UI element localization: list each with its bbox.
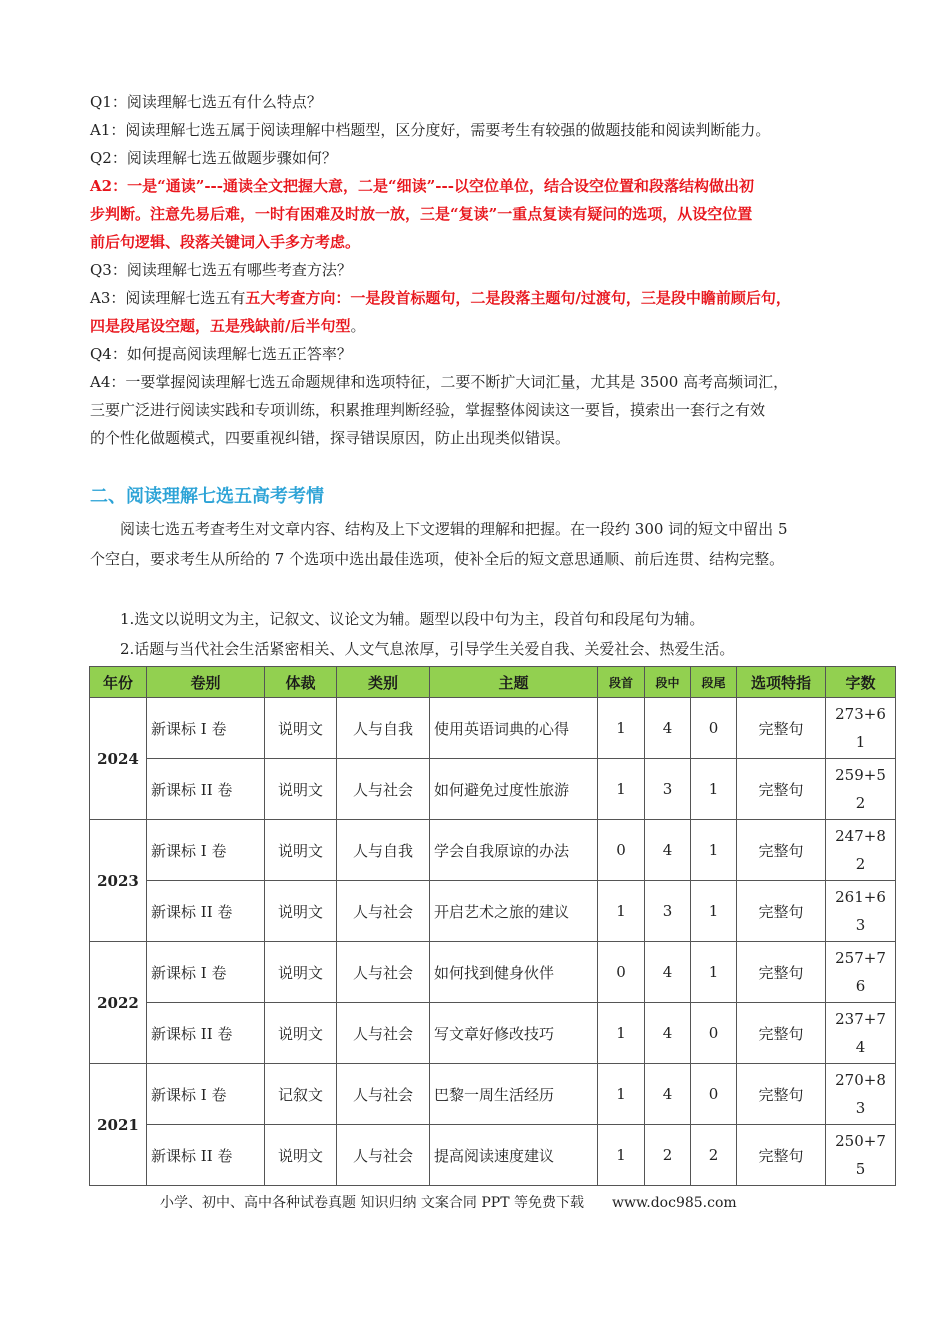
word-count-line: 270+8 — [835, 1071, 886, 1089]
word-count-cell — [826, 881, 896, 942]
q2-text: Q2：阅读理解七选五做题步骤如何？ — [90, 149, 337, 167]
table-header-cell: 段尾 — [691, 667, 737, 698]
first-cell: 1 — [598, 698, 645, 759]
q3-text: Q3：阅读理解七选五有哪些考查方法？ — [90, 261, 352, 279]
last-cell: 1 — [691, 820, 737, 881]
table-header-row — [90, 667, 896, 698]
category-cell: 人与社会 — [337, 881, 430, 942]
last-cell: 0 — [691, 1003, 737, 1064]
topic-cell: 使用英语词典的心得 — [430, 698, 598, 759]
q4-text: Q4：如何提高阅读理解七选五正答率？ — [90, 345, 352, 363]
a3-text: 四是段尾设空题，五是残缺前/后半句型 — [90, 317, 351, 335]
genre-cell: 说明文 — [265, 881, 337, 942]
q1-text: Q1：阅读理解七选五有什么特点？ — [90, 93, 322, 111]
table-header-cell: 体裁 — [265, 667, 337, 698]
genre-cell: 说明文 — [265, 1003, 337, 1064]
paper-cell: 新课标 II 卷 — [147, 1125, 265, 1186]
middle-cell: 4 — [645, 698, 691, 759]
option-cell: 完整句 — [737, 881, 826, 942]
word-count-line: 250+7 — [835, 1132, 886, 1150]
qa-section — [90, 88, 870, 452]
word-count-line: 3 — [855, 1099, 866, 1117]
a2-line — [90, 228, 870, 256]
first-cell: 1 — [598, 881, 645, 942]
year-cell: 2023 — [90, 820, 147, 942]
first-cell: 1 — [598, 1064, 645, 1125]
table-row — [90, 820, 896, 881]
word-count-line: 257+7 — [835, 949, 886, 967]
category-cell: 人与自我 — [337, 698, 430, 759]
a3-text: 。 — [350, 317, 366, 335]
middle-cell: 3 — [645, 759, 691, 820]
table-header-cell: 卷别 — [147, 667, 265, 698]
point-item: 1.选文以说明文为主，记叙文、议论文为辅。题型以段中句为主，段首句和段尾句为辅。 — [90, 610, 705, 628]
table-row — [90, 881, 896, 942]
topic-cell: 写文章好修改技巧 — [430, 1003, 598, 1064]
q2-line — [90, 144, 870, 172]
word-count-line: 5 — [855, 1160, 866, 1178]
paper-cell: 新课标 I 卷 — [147, 942, 265, 1003]
paper-cell: 新课标 I 卷 — [147, 1064, 265, 1125]
word-count-line: 3 — [855, 916, 866, 934]
section-heading: 二、阅读理解七选五高考考情 — [90, 486, 324, 507]
a2-line — [90, 172, 870, 200]
last-cell: 2 — [691, 1125, 737, 1186]
intro-line: 阅读七选五考查考生对文章内容、结构及上下文逻辑的理解和把握。在一段约 300 词的短文中留出 5 — [90, 520, 788, 538]
word-count-line: 4 — [855, 1038, 866, 1056]
option-cell: 完整句 — [737, 820, 826, 881]
year-cell: 2024 — [90, 698, 147, 820]
word-count-cell — [826, 698, 896, 759]
a2-text: 步判断。注意先易后难，一时有困难及时放一放，三是“复读”一重点复读有疑问的选项，从设空位置 — [90, 205, 753, 223]
a2-line — [90, 200, 870, 228]
table-header-cell: 选项特指 — [737, 667, 826, 698]
option-cell: 完整句 — [737, 1125, 826, 1186]
last-cell: 0 — [691, 698, 737, 759]
paper-cell: 新课标 II 卷 — [147, 759, 265, 820]
genre-cell: 说明文 — [265, 1125, 337, 1186]
table-row — [90, 759, 896, 820]
word-count-cell — [826, 942, 896, 1003]
word-count-cell — [826, 820, 896, 881]
word-count-line: 273+6 — [835, 705, 886, 723]
page-footer: 小学、初中、高中各种试卷真题 知识归纳 文案合同 PPT 等免费下载 www.doc985.com — [160, 1195, 737, 1211]
category-cell: 人与社会 — [337, 1064, 430, 1125]
word-count-line: 247+8 — [835, 827, 886, 845]
paper-cell: 新课标 I 卷 — [147, 820, 265, 881]
word-count-line: 2 — [855, 794, 866, 812]
table-row — [90, 698, 896, 759]
a4-line — [90, 368, 870, 396]
option-cell: 完整句 — [737, 759, 826, 820]
a3-line — [90, 284, 870, 312]
table-header-cell: 段中 — [645, 667, 691, 698]
first-cell: 1 — [598, 1125, 645, 1186]
q4-line — [90, 340, 870, 368]
word-count-cell — [826, 1064, 896, 1125]
option-cell: 完整句 — [737, 698, 826, 759]
category-cell: 人与社会 — [337, 942, 430, 1003]
first-cell: 0 — [598, 942, 645, 1003]
paper-cell: 新课标 II 卷 — [147, 881, 265, 942]
genre-cell: 说明文 — [265, 759, 337, 820]
table-header-cell: 类别 — [337, 667, 430, 698]
a3-line — [90, 312, 870, 340]
word-count-line: 2 — [855, 855, 866, 873]
q1-line — [90, 88, 870, 116]
table-row — [90, 1125, 896, 1186]
option-cell: 完整句 — [737, 942, 826, 1003]
a4-text: 的个性化做题模式，四要重视纠错，探寻错误原因，防止出现类似错误。 — [90, 429, 571, 447]
middle-cell: 3 — [645, 881, 691, 942]
table-row — [90, 1064, 896, 1125]
table-header-cell: 年份 — [90, 667, 147, 698]
option-cell: 完整句 — [737, 1003, 826, 1064]
table-header-cell: 字数 — [826, 667, 896, 698]
genre-cell: 说明文 — [265, 698, 337, 759]
topic-cell: 学会自我原谅的办法 — [430, 820, 598, 881]
a1-line — [90, 116, 870, 144]
point-item: 2.话题与当代社会生活紧密相关、人文气息浓厚，引导学生关爱自我、关爱社会、热爱生活。 — [90, 640, 735, 658]
category-cell: 人与社会 — [337, 759, 430, 820]
table-header-cell: 主题 — [430, 667, 598, 698]
word-count-line: 237+7 — [835, 1010, 886, 1028]
middle-cell: 2 — [645, 1125, 691, 1186]
first-cell: 1 — [598, 759, 645, 820]
topic-cell: 如何找到健身伙伴 — [430, 942, 598, 1003]
q3-line — [90, 256, 870, 284]
last-cell: 1 — [691, 881, 737, 942]
a2-text: A2： — [90, 177, 128, 195]
table-row — [90, 1003, 896, 1064]
word-count-line: 6 — [855, 977, 866, 995]
word-count-cell — [826, 759, 896, 820]
last-cell: 1 — [691, 942, 737, 1003]
paper-cell: 新课标 II 卷 — [147, 1003, 265, 1064]
word-count-line: 1 — [855, 733, 866, 751]
genre-cell: 说明文 — [265, 942, 337, 1003]
a4-text: 三要广泛进行阅读实践和专项训练，积累推理判断经验，掌握整体阅读这一要旨，摸索出一套行之有效 — [90, 401, 766, 419]
last-cell: 1 — [691, 759, 737, 820]
year-cell: 2021 — [90, 1064, 147, 1186]
category-cell: 人与自我 — [337, 820, 430, 881]
a4-text: A4：一要掌握阅读理解七选五命题规律和选项特征，二要不断扩大词汇量，尤其是 3500 高考高频词汇， — [90, 373, 789, 391]
table-header-cell: 段首 — [598, 667, 645, 698]
word-count-line: 261+6 — [835, 888, 886, 906]
middle-cell: 4 — [645, 1064, 691, 1125]
category-cell: 人与社会 — [337, 1125, 430, 1186]
first-cell: 1 — [598, 1003, 645, 1064]
paper-cell: 新课标 I 卷 — [147, 698, 265, 759]
a4-line — [90, 396, 870, 424]
word-count-cell — [826, 1003, 896, 1064]
topic-cell: 如何避免过度性旅游 — [430, 759, 598, 820]
a2-text: 一是“通读”---通读全文把握大意，二是“细读”---以空位单位，结合设空位置和段落结构做出初 — [127, 177, 754, 195]
a1-text: A1：阅读理解七选五属于阅读理解中档题型，区分度好，需要考生有较强的做题技能和阅读判断能力。 — [90, 121, 771, 139]
a4-line — [90, 424, 870, 452]
year-cell: 2022 — [90, 942, 147, 1064]
intro-line: 个空白，要求考生从所给的 7 个选项中选出最佳选项，使补全后的短文意思通顺、前后连贯、结构完整。 — [90, 550, 785, 568]
table-row — [90, 942, 896, 1003]
first-cell: 0 — [598, 820, 645, 881]
word-count-cell — [826, 1125, 896, 1186]
option-cell: 完整句 — [737, 1064, 826, 1125]
word-count-line: 259+5 — [835, 766, 886, 784]
a3-text: A3：阅读理解七选五有 — [90, 289, 246, 307]
last-cell: 0 — [691, 1064, 737, 1125]
genre-cell: 记叙文 — [265, 1064, 337, 1125]
topic-cell: 提高阅读速度建议 — [430, 1125, 598, 1186]
points-list — [90, 604, 870, 664]
middle-cell: 4 — [645, 942, 691, 1003]
a2-text: 前后句逻辑、段落关键词入手多方考虑。 — [90, 233, 361, 251]
intro-paragraph — [90, 514, 870, 574]
a3-text: 五大考查方向：一是段首标题句，二是段落主题句/过渡句，三是段中瞻前顾后句， — [245, 289, 791, 307]
genre-cell: 说明文 — [265, 820, 337, 881]
category-cell: 人与社会 — [337, 1003, 430, 1064]
middle-cell: 4 — [645, 1003, 691, 1064]
topic-cell: 巴黎一周生活经历 — [430, 1064, 598, 1125]
exam-stats-table — [89, 666, 896, 1186]
middle-cell: 4 — [645, 820, 691, 881]
topic-cell: 开启艺术之旅的建议 — [430, 881, 598, 942]
